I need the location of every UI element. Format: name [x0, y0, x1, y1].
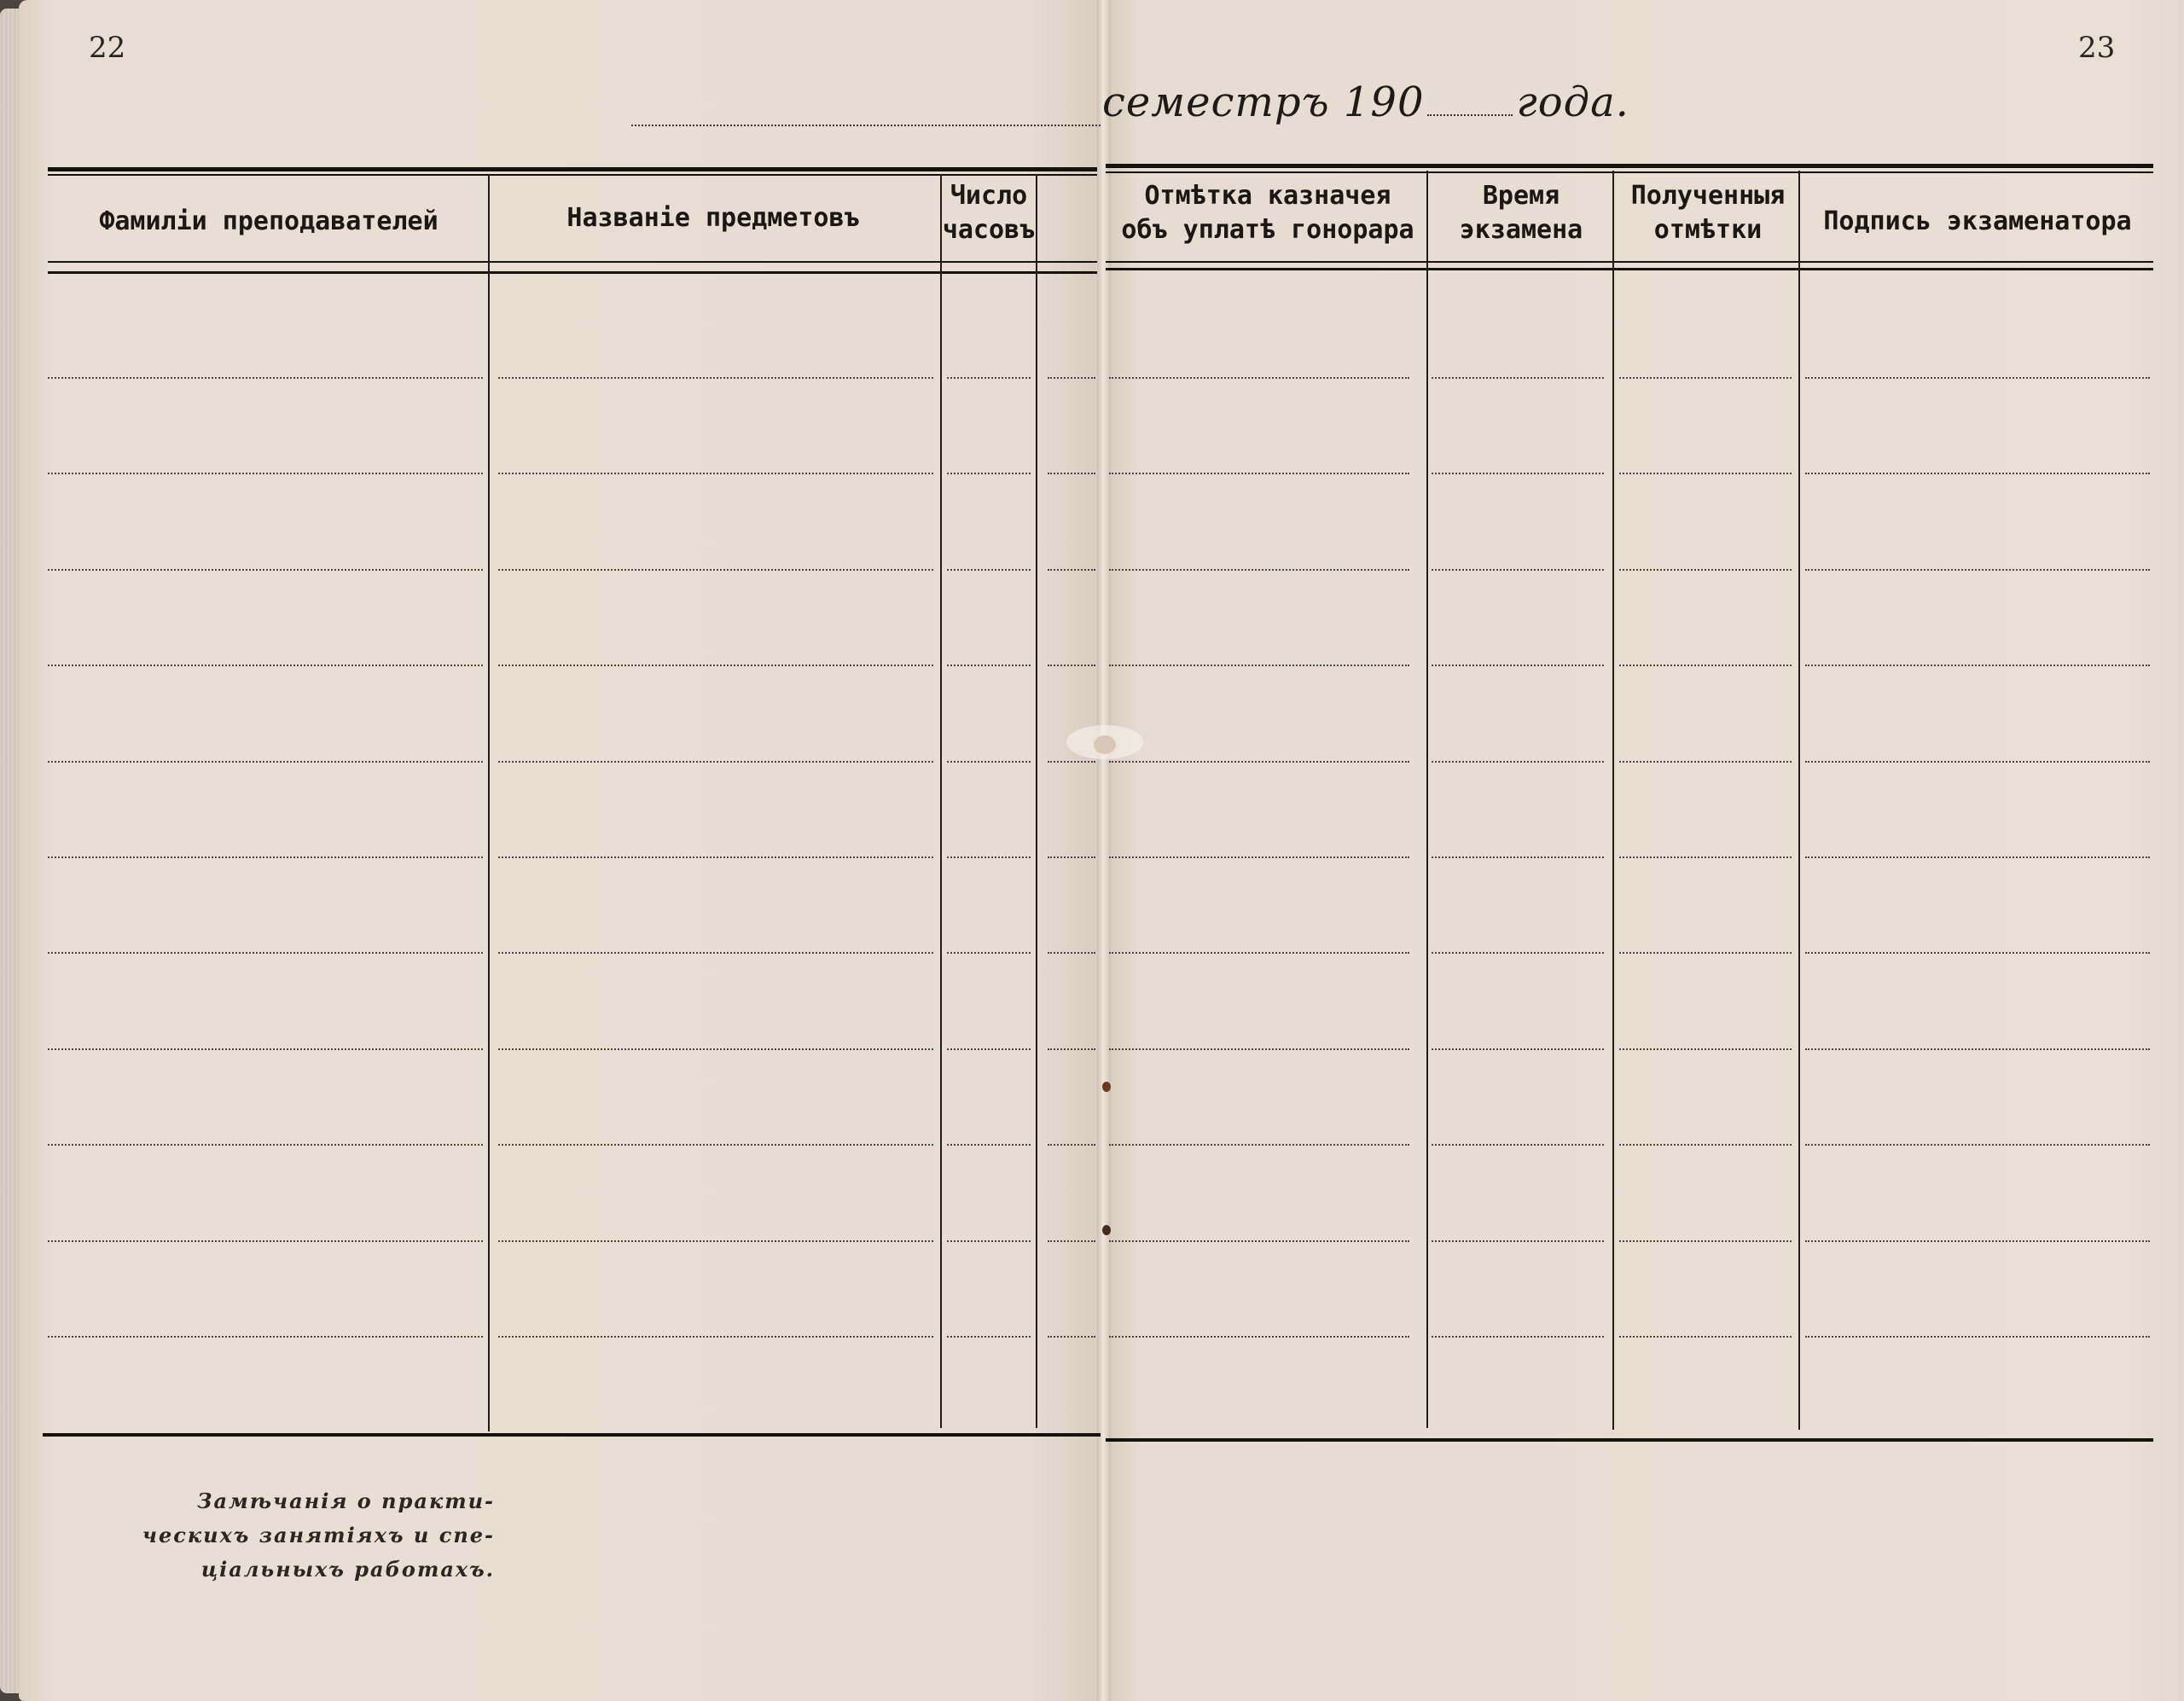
column-divider: [1798, 171, 1800, 1430]
column-divider: [488, 174, 490, 1431]
row-dotted-line: [1432, 665, 1604, 666]
semester-blank-line: [631, 125, 1101, 126]
row-dotted-line: [1048, 1144, 1095, 1146]
row-dotted-line: [1805, 377, 2150, 379]
row-dotted-line: [1805, 1336, 2150, 1338]
column-divider: [1036, 174, 1037, 1428]
row-dotted-line: [947, 1336, 1031, 1338]
row-dotted-line: [48, 1048, 483, 1050]
column-divider: [1612, 171, 1614, 1430]
year-blank: [1427, 106, 1513, 116]
table-bottom-rule-left: [43, 1433, 1101, 1437]
row-dotted-line: [1432, 1048, 1604, 1050]
row-dotted-line: [1432, 1240, 1604, 1242]
row-dotted-line: [1805, 665, 2150, 666]
row-dotted-line: [1109, 856, 1409, 858]
row-dotted-line: [1619, 665, 1792, 666]
row-dotted-line: [947, 856, 1031, 858]
row-dotted-line: [1048, 856, 1095, 858]
row-dotted-line: [1805, 1048, 2150, 1050]
row-dotted-line: [1619, 856, 1792, 858]
row-dotted-line: [1432, 1144, 1604, 1146]
row-dotted-line: [48, 569, 483, 571]
row-dotted-line: [947, 665, 1031, 666]
semester-title: [1102, 78, 1629, 126]
row-dotted-line: [947, 761, 1031, 763]
column-divider: [940, 174, 942, 1428]
row-dotted-line: [48, 761, 483, 763]
row-dotted-line: [1432, 952, 1604, 954]
row-dotted-line: [1109, 1048, 1409, 1050]
row-dotted-line: [48, 1336, 483, 1338]
header-top-rule-right: [1106, 164, 2153, 168]
row-dotted-line: [1109, 1336, 1409, 1338]
row-dotted-line: [1109, 569, 1409, 571]
row-dotted-line: [1619, 1336, 1792, 1338]
right-page: [1104, 0, 2184, 1701]
row-dotted-line: [1619, 569, 1792, 571]
row-dotted-line: [947, 377, 1031, 379]
row-dotted-line: [947, 1240, 1031, 1242]
header-exam-time: Время экзамена: [1459, 181, 1583, 245]
right-page-number: 23: [2078, 31, 2116, 65]
row-dotted-line: [498, 1336, 933, 1338]
row-dotted-line: [1619, 473, 1792, 474]
row-dotted-line: [1805, 569, 2150, 571]
row-dotted-line: [1432, 473, 1604, 474]
row-dotted-line: [1805, 1240, 2150, 1242]
binding-stain: [1102, 1225, 1111, 1235]
row-dotted-line: [1109, 761, 1409, 763]
row-dotted-line: [1432, 1336, 1604, 1338]
row-dotted-line: [48, 1144, 483, 1146]
row-dotted-line: [1432, 377, 1604, 379]
row-dotted-line: [1109, 377, 1409, 379]
semester-label: семестръ 190: [1102, 78, 1425, 126]
header-top-rule-left: [48, 167, 1097, 171]
row-dotted-line: [498, 1240, 933, 1242]
row-dotted-line: [1619, 1048, 1792, 1050]
row-dotted-line: [947, 1144, 1031, 1146]
row-dotted-line: [48, 377, 483, 379]
row-dotted-line: [48, 952, 483, 954]
thread-fiber: [1066, 725, 1143, 759]
row-dotted-line: [498, 377, 933, 379]
row-dotted-line: [1432, 569, 1604, 571]
row-dotted-line: [1048, 1336, 1095, 1338]
row-dotted-line: [498, 1048, 933, 1050]
header-fee-payment: Отмѣтка казначея объ уплатѣ гонорара: [1121, 181, 1414, 245]
header-bottom-thick-rule-right: [1106, 268, 2153, 270]
year-label: года.: [1516, 78, 1629, 126]
row-dotted-line: [1048, 665, 1095, 666]
row-dotted-line: [1619, 1144, 1792, 1146]
row-dotted-line: [1048, 473, 1095, 474]
row-dotted-line: [1805, 952, 2150, 954]
row-dotted-line: [498, 569, 933, 571]
row-dotted-line: [1048, 1048, 1095, 1050]
row-dotted-line: [1619, 952, 1792, 954]
row-dotted-line: [1048, 761, 1095, 763]
row-dotted-line: [1619, 1240, 1792, 1242]
row-dotted-line: [1048, 377, 1095, 379]
row-dotted-line: [1619, 377, 1792, 379]
header-hours: Число часовъ: [942, 181, 1036, 245]
header-bottom-rule-right: [1106, 261, 2153, 263]
row-dotted-line: [1432, 856, 1604, 858]
row-dotted-line: [1048, 952, 1095, 954]
row-dotted-line: [1805, 473, 2150, 474]
row-dotted-line: [48, 856, 483, 858]
row-dotted-line: [1109, 665, 1409, 666]
row-dotted-line: [48, 1240, 483, 1242]
row-dotted-line: [498, 1144, 933, 1146]
row-dotted-line: [498, 952, 933, 954]
row-dotted-line: [498, 665, 933, 666]
row-dotted-line: [498, 761, 933, 763]
header-top-thin-rule-right: [1106, 171, 2153, 173]
table-bottom-rule-right: [1106, 1438, 2153, 1442]
header-examiner-signature: Подпись экзаменатора: [1823, 206, 2132, 236]
row-dotted-line: [498, 473, 933, 474]
row-dotted-line: [1805, 761, 2150, 763]
header-subjects: Названіе предметовъ: [566, 203, 860, 233]
row-dotted-line: [1432, 761, 1604, 763]
row-dotted-line: [1048, 569, 1095, 571]
row-dotted-line: [947, 952, 1031, 954]
row-dotted-line: [947, 473, 1031, 474]
row-dotted-line: [48, 665, 483, 666]
row-dotted-line: [498, 856, 933, 858]
row-dotted-line: [1109, 1144, 1409, 1146]
row-dotted-line: [947, 569, 1031, 571]
row-dotted-line: [1048, 1240, 1095, 1242]
column-divider: [1426, 171, 1428, 1428]
row-dotted-line: [1109, 473, 1409, 474]
row-dotted-line: [1109, 952, 1409, 954]
row-dotted-line: [1109, 1240, 1409, 1242]
row-dotted-line: [1619, 761, 1792, 763]
left-page-number: 22: [89, 31, 126, 65]
binding-gutter: [1097, 0, 1111, 1701]
row-dotted-line: [48, 473, 483, 474]
header-grades: Полученныя отмѣтки: [1630, 181, 1786, 245]
binding-stain: [1102, 1082, 1111, 1092]
row-dotted-line: [947, 1048, 1031, 1050]
remarks-label: Замѣчанія о практи- ческихъ занятіяхъ и спе- ціальныхъ работахъ.: [142, 1489, 495, 1582]
header-teachers: Фамиліи преподавателей: [99, 206, 439, 236]
row-dotted-line: [1805, 1144, 2150, 1146]
row-dotted-line: [1805, 856, 2150, 858]
